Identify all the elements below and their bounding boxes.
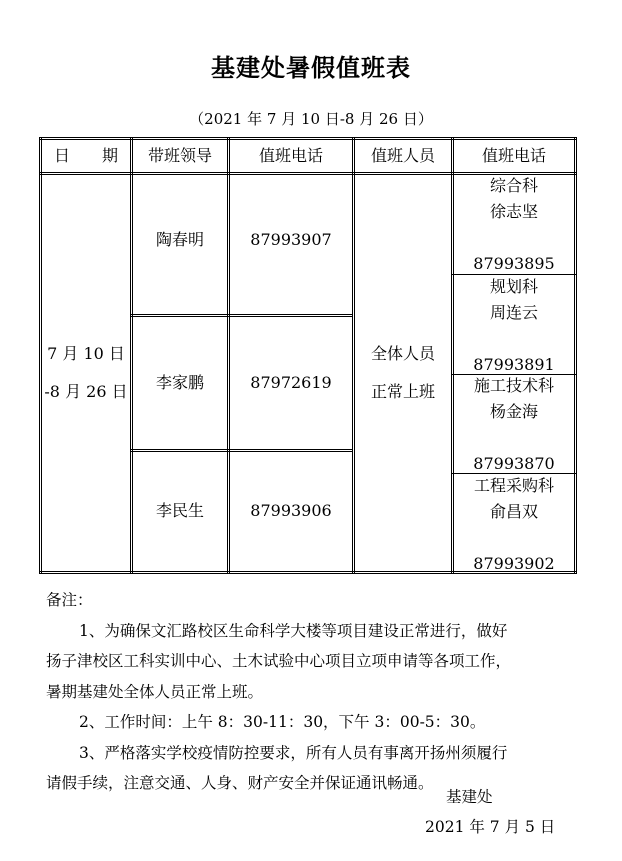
staff-line-1: 全体人员 bbox=[370, 344, 435, 363]
date-range-end: -8 月 26 日 bbox=[44, 382, 128, 401]
department-phone: 87993895 bbox=[473, 254, 555, 273]
department-phone: 87993870 bbox=[473, 454, 555, 473]
note-item-1-line-2: 扬子津校区工科实训中心、土木试验中心项目立项申请等各项工作， bbox=[46, 652, 512, 670]
notes-section bbox=[46, 585, 576, 799]
department-name: 综合科 bbox=[489, 176, 538, 195]
department-name: 施工技术科 bbox=[473, 376, 554, 395]
header-staff-phone: 值班电话 bbox=[481, 145, 546, 165]
leader-phone: 87993906 bbox=[250, 501, 332, 521]
document-title: 基建处暑假值班表 bbox=[211, 54, 411, 82]
leader-phone: 87972619 bbox=[250, 372, 332, 392]
date-range-subtitle: （2021 年 7 月 10 日-8 月 26 日） bbox=[189, 110, 433, 128]
leader-name: 李民生 bbox=[155, 501, 204, 521]
note-item-3-line-2: 请假手续，注意交通、人身、财产安全并保证通讯畅通。 bbox=[46, 774, 434, 792]
header-staff: 值班人员 bbox=[370, 145, 435, 165]
department-name: 规划科 bbox=[489, 277, 538, 296]
department-phone: 87993891 bbox=[473, 355, 555, 374]
header-leader-phone: 值班电话 bbox=[258, 145, 323, 165]
department-person: 俞昌双 bbox=[489, 502, 538, 521]
note-item-2: 2、工作时间：上午 8：30-11：30，下午 3：00-5：30。 bbox=[79, 713, 486, 731]
date-range-start: 7 月 10 日 bbox=[47, 344, 125, 363]
department-name: 工程采购科 bbox=[473, 476, 554, 495]
date-range-cell bbox=[42, 175, 130, 571]
note-item-1-line-3: 暑期基建处全体人员正常上班。 bbox=[46, 682, 264, 701]
department-phone: 87993902 bbox=[473, 554, 555, 573]
notes-heading: 备注： bbox=[46, 591, 93, 609]
note-item-1-line-1: 1、为确保文汇路校区生命科学大楼等项目建设正常进行，做好 bbox=[79, 621, 508, 640]
staff-cell bbox=[355, 175, 451, 571]
header-leader: 带班领导 bbox=[147, 145, 212, 165]
signature-date: 2021 年 7 月 5 日 bbox=[425, 818, 556, 836]
duty-table bbox=[39, 137, 577, 574]
department-person: 周连云 bbox=[489, 303, 538, 322]
department-person: 杨金海 bbox=[489, 402, 538, 421]
signature-org: 基建处 bbox=[446, 788, 493, 806]
department-entry bbox=[454, 473, 574, 577]
department-person: 徐志坚 bbox=[489, 202, 538, 221]
leader-name: 陶春明 bbox=[155, 230, 204, 250]
department-entry bbox=[454, 274, 574, 378]
staff-line-2: 正常上班 bbox=[370, 382, 435, 401]
leader-name: 李家鹏 bbox=[155, 372, 204, 392]
department-entry bbox=[454, 373, 574, 477]
header-date: 日 期 bbox=[53, 145, 118, 165]
department-entry bbox=[454, 173, 574, 277]
leader-phone: 87993907 bbox=[250, 230, 332, 250]
note-item-3-line-1: 3、严格落实学校疫情防控要求，所有人员有事离开扬州须履行 bbox=[79, 743, 508, 762]
